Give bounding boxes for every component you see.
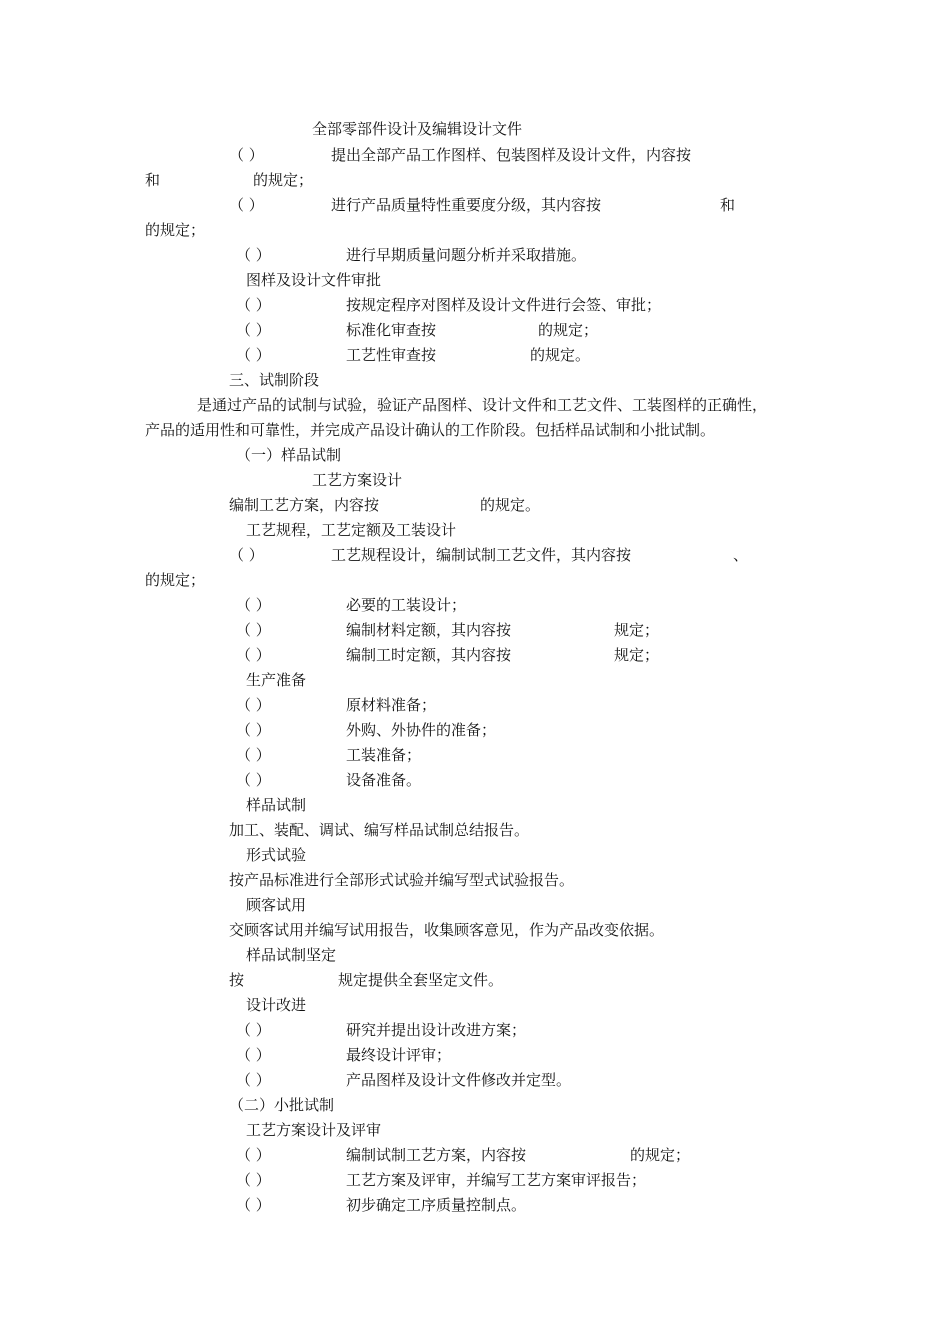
text-l18-seg-0: （ ） xyxy=(229,546,264,564)
text-l37-seg-1: 研究并提出设计改进方案； xyxy=(346,1021,527,1039)
text-l31-seg-0: 按产品标准进行全部形式试验并编写型式试验报告。 xyxy=(229,871,575,889)
text-l23-seg-0: 生产准备 xyxy=(246,671,307,689)
text-l10-seg-0: （ ） xyxy=(236,346,271,364)
text-l35-seg-0: 按 xyxy=(229,971,245,989)
text-l25-seg-0: （ ） xyxy=(236,721,271,739)
text-l21-seg-0: （ ） xyxy=(236,621,271,639)
text-l28-seg-0: 样品试制 xyxy=(246,796,307,814)
text-l3-seg-1: 的规定； xyxy=(253,171,314,189)
text-l4-seg-0: （ ） xyxy=(229,196,264,214)
text-l3-seg-0: 和 xyxy=(145,171,161,189)
text-l44-seg-1: 初步确定工序质量控制点。 xyxy=(346,1196,527,1214)
text-l21-seg-2: 规定； xyxy=(614,621,660,639)
text-l11-seg-0: 三、试制阶段 xyxy=(229,371,320,389)
text-l22-seg-0: （ ） xyxy=(236,646,271,664)
text-l43-seg-1: 工艺方案及评审，并编写工艺方案审评报告； xyxy=(346,1171,647,1189)
text-l12-seg-0: 是通过产品的试制与试验，验证产品图样、设计文件和工艺文件、工装图样的正确性， xyxy=(197,396,768,414)
text-l39-seg-0: （ ） xyxy=(236,1071,271,1089)
text-l7-seg-0: 图样及设计文件审批 xyxy=(246,271,382,289)
text-l13-seg-0: 产品的适用性和可靠性，并完成产品设计确认的工作阶段。包括样品试制和小批试制。 xyxy=(145,421,716,439)
text-l20-seg-0: （ ） xyxy=(236,596,271,614)
text-l34-seg-0: 样品试制坚定 xyxy=(246,946,337,964)
text-l42-seg-0: （ ） xyxy=(236,1146,271,1164)
text-l32-seg-0: 顾客试用 xyxy=(246,896,307,914)
text-l36-seg-0: 设计改进 xyxy=(246,996,307,1014)
text-l24-seg-0: （ ） xyxy=(236,696,271,714)
text-l40-seg-0: （二）小批试制 xyxy=(229,1096,335,1114)
text-l33-seg-0: 交顾客试用并编写试用报告，收集顾客意见，作为产品改变依据。 xyxy=(229,921,665,939)
text-l25-seg-1: 外购、外协件的准备； xyxy=(346,721,497,739)
text-l10-seg-2: 的规定。 xyxy=(530,346,591,364)
text-l2-seg-0: （ ） xyxy=(229,146,264,164)
text-l4-seg-2: 和 xyxy=(720,196,736,214)
text-l35-seg-1: 规定提供全套坚定文件。 xyxy=(338,971,504,989)
text-l17-seg-0: 工艺规程，工艺定额及工装设计 xyxy=(246,521,457,539)
text-l38-seg-0: （ ） xyxy=(236,1046,271,1064)
text-l22-seg-1: 编制工时定额，其内容按 xyxy=(346,646,512,664)
text-l42-seg-2: 的规定； xyxy=(630,1146,691,1164)
text-l6-seg-1: 进行早期质量问题分析并采取措施。 xyxy=(346,246,587,264)
text-l20-seg-1: 必要的工装设计； xyxy=(346,596,467,614)
text-l9-seg-2: 的规定； xyxy=(538,321,599,339)
text-l8-seg-1: 按规定程序对图样及设计文件进行会签、审批； xyxy=(346,296,662,314)
text-l41-seg-0: 工艺方案设计及评审 xyxy=(246,1121,382,1139)
text-l27-seg-0: （ ） xyxy=(236,771,271,789)
text-l16-seg-0: 编制工艺方案，内容按 xyxy=(229,496,380,514)
text-l14-seg-0: （一）样品试制 xyxy=(236,446,342,464)
text-l38-seg-1: 最终设计评审； xyxy=(346,1046,452,1064)
text-l43-seg-0: （ ） xyxy=(236,1171,271,1189)
text-l44-seg-0: （ ） xyxy=(236,1196,271,1214)
text-l15-seg-0: 工艺方案设计 xyxy=(312,471,403,489)
text-l24-seg-1: 原材料准备； xyxy=(346,696,437,714)
text-l8-seg-0: （ ） xyxy=(236,296,271,314)
text-l39-seg-1: 产品图样及设计文件修改并定型。 xyxy=(346,1071,572,1089)
text-l2-seg-1: 提出全部产品工作图样、包装图样及设计文件，内容按 xyxy=(331,146,692,164)
text-l26-seg-0: （ ） xyxy=(236,746,271,764)
text-l18-seg-1: 工艺规程设计，编制试制工艺文件，其内容按 xyxy=(331,546,632,564)
text-l29-seg-0: 加工、装配、调试、编写样品试制总结报告。 xyxy=(229,821,530,839)
text-l1-seg-0: 全部零部件设计及编辑设计文件 xyxy=(312,120,523,138)
text-l18-seg-2: 、 xyxy=(733,546,749,564)
text-l21-seg-1: 编制材料定额，其内容按 xyxy=(346,621,512,639)
text-l22-seg-2: 规定； xyxy=(614,646,660,664)
text-l27-seg-1: 设备准备。 xyxy=(346,771,422,789)
text-l26-seg-1: 工装准备； xyxy=(346,746,422,764)
text-l30-seg-0: 形式试验 xyxy=(246,846,307,864)
text-l4-seg-1: 进行产品质量特性重要度分级，其内容按 xyxy=(331,196,602,214)
text-l16-seg-1: 的规定。 xyxy=(480,496,541,514)
text-l42-seg-1: 编制试制工艺方案，内容按 xyxy=(346,1146,527,1164)
text-l10-seg-1: 工艺性审查按 xyxy=(346,346,437,364)
text-l9-seg-0: （ ） xyxy=(236,321,271,339)
text-l6-seg-0: （ ） xyxy=(236,246,271,264)
text-l37-seg-0: （ ） xyxy=(236,1021,271,1039)
text-l9-seg-1: 标准化审查按 xyxy=(346,321,437,339)
text-l19-seg-0: 的规定； xyxy=(145,571,206,589)
text-l5-seg-0: 的规定； xyxy=(145,221,206,239)
